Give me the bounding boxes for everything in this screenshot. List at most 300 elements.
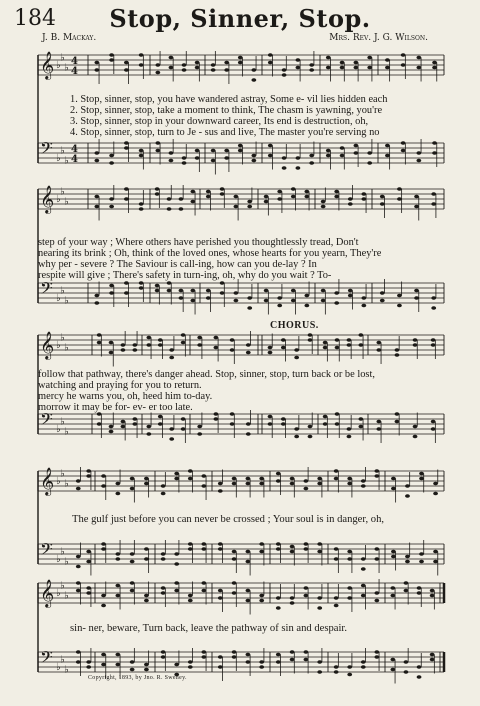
note-head: [179, 207, 184, 211]
note-head: [246, 482, 251, 486]
note-head: [317, 606, 322, 610]
flat-sign: ♭: [60, 468, 65, 480]
verse-2-line-3: watching and praying for you to return.: [38, 380, 202, 391]
note-head: [433, 550, 438, 554]
note-head: [340, 146, 345, 150]
note-head: [367, 161, 372, 165]
note-head: [121, 348, 126, 352]
note-head: [224, 156, 229, 160]
flat-sign: ♭: [56, 340, 61, 351]
note-head: [169, 437, 174, 441]
note-head: [413, 435, 418, 439]
note-head: [158, 338, 163, 342]
verse-4-line-2: respite will give ; There's safety in turn-ing, oh, why do you wait ? To-: [38, 270, 332, 281]
note-head: [232, 650, 237, 654]
note-head: [317, 542, 322, 546]
note-head: [405, 484, 410, 488]
note-head: [390, 668, 395, 672]
note-head: [317, 670, 322, 674]
note-head: [109, 291, 114, 295]
note-head: [304, 487, 309, 491]
note-head: [404, 660, 409, 664]
note-head: [115, 594, 120, 598]
note-head: [238, 56, 243, 60]
verse-4-line-1: 4. Stop, sinner, stop, turn to Je - sus and live, The master you're serving no: [70, 127, 380, 138]
note-head: [432, 141, 437, 145]
note-head: [419, 477, 424, 481]
note-head: [76, 589, 81, 593]
note-head: [374, 591, 379, 595]
note-head: [94, 159, 99, 163]
note-head: [179, 296, 184, 300]
time-signature: 4: [71, 154, 78, 165]
treble-clef: 𝄞: [40, 185, 55, 213]
note-head: [367, 66, 372, 70]
note-head: [432, 61, 437, 65]
time-signature: 4: [71, 56, 78, 67]
note-head: [419, 560, 424, 564]
note-head: [224, 68, 229, 72]
note-head: [276, 547, 281, 551]
note-head: [390, 594, 395, 598]
note-head: [76, 581, 81, 585]
note-head: [290, 601, 295, 605]
note-head: [206, 190, 211, 194]
bass-clef: 𝄢: [40, 647, 53, 671]
note-head: [308, 333, 313, 337]
note-head: [354, 61, 359, 65]
note-head: [431, 202, 436, 206]
note-head: [86, 591, 91, 595]
flat-sign: ♭: [60, 416, 65, 428]
note-head: [334, 195, 339, 199]
note-head: [417, 675, 422, 679]
note-head: [169, 348, 174, 352]
note-head: [169, 356, 174, 360]
note-head: [158, 343, 163, 347]
note-head: [188, 477, 193, 481]
note-head: [433, 492, 438, 496]
note-head: [276, 606, 281, 610]
note-head: [158, 415, 163, 419]
note-head: [259, 542, 264, 546]
note-head: [195, 66, 200, 70]
note-head: [385, 58, 390, 62]
note-head: [326, 56, 331, 60]
note-head: [361, 665, 366, 669]
note-head: [179, 289, 184, 293]
note-head: [395, 353, 400, 357]
note-head: [358, 417, 363, 421]
note-head: [146, 432, 151, 436]
note-head: [232, 557, 237, 561]
note-head: [94, 301, 99, 305]
note-head: [405, 494, 410, 498]
note-head: [334, 469, 339, 473]
note-head: [417, 665, 422, 669]
note-head: [296, 166, 301, 170]
note-head: [323, 341, 328, 345]
note-head: [419, 552, 424, 556]
note-head: [374, 557, 379, 561]
flat-sign: ♭: [56, 662, 61, 673]
note-head: [416, 159, 421, 163]
note-head: [385, 144, 390, 148]
note-head: [354, 144, 359, 148]
flat-sign: ♭: [56, 554, 61, 565]
note-head: [155, 149, 160, 153]
note-head: [101, 484, 106, 488]
note-head: [220, 291, 225, 295]
note-head: [124, 146, 129, 150]
note-head: [161, 492, 166, 496]
note-head: [361, 304, 366, 308]
note-head: [218, 655, 223, 659]
note-head: [431, 420, 436, 424]
note-head: [161, 591, 166, 595]
note-head: [124, 187, 129, 191]
flat-sign: ♭: [64, 664, 69, 676]
note-head: [238, 149, 243, 153]
note-head: [347, 343, 352, 347]
note-head: [218, 547, 223, 551]
note-head: [218, 542, 223, 546]
note-head: [197, 336, 202, 340]
note-head: [130, 581, 135, 585]
note-head: [397, 294, 402, 298]
note-head: [290, 650, 295, 654]
note-head: [251, 78, 256, 82]
note-head: [417, 591, 422, 595]
note-head: [276, 472, 281, 476]
flat-sign: ♭: [56, 60, 61, 71]
note-head: [115, 663, 120, 667]
note-head: [97, 422, 102, 426]
note-head: [76, 555, 81, 559]
note-head: [374, 650, 379, 654]
note-head: [430, 658, 435, 662]
note-head: [291, 187, 296, 191]
note-head: [277, 190, 282, 194]
note-head: [246, 351, 251, 355]
note-head: [124, 141, 129, 145]
note-head: [94, 61, 99, 65]
note-head: [259, 482, 264, 486]
note-head: [155, 192, 160, 196]
note-head: [308, 425, 313, 429]
note-head: [335, 412, 340, 416]
note-head: [259, 599, 264, 603]
note-head: [340, 154, 345, 158]
note-head: [246, 422, 251, 426]
note-head: [132, 343, 137, 347]
note-head: [220, 187, 225, 191]
note-head: [121, 425, 126, 429]
note-head: [413, 343, 418, 347]
flat-sign: ♭: [64, 556, 69, 568]
note-head: [417, 586, 422, 590]
note-head: [268, 144, 273, 148]
note-head: [321, 299, 326, 303]
note-head: [182, 156, 187, 160]
note-head: [174, 589, 179, 593]
note-head: [308, 435, 313, 439]
note-head: [390, 658, 395, 662]
note-head: [109, 154, 114, 158]
note-head: [201, 474, 206, 478]
note-head: [304, 658, 309, 662]
verse-1-line-3: follow that pathway, there's danger ahead. Stop, sinner, stop, turn back or be lost,: [38, 369, 375, 380]
note-head: [206, 289, 211, 293]
note-head: [214, 346, 219, 350]
note-head: [101, 474, 106, 478]
note-head: [376, 420, 381, 424]
note-head: [124, 61, 129, 65]
note-head: [374, 547, 379, 551]
note-head: [361, 567, 366, 571]
note-head: [380, 195, 385, 199]
note-head: [86, 560, 91, 564]
note-head: [358, 425, 363, 429]
note-head: [259, 477, 264, 481]
note-head: [276, 542, 281, 546]
note-head: [414, 195, 419, 199]
note-head: [188, 547, 193, 551]
note-head: [431, 338, 436, 342]
note-head: [201, 547, 206, 551]
note-head: [397, 304, 402, 308]
note-head: [304, 479, 309, 483]
note-head: [309, 63, 314, 67]
note-head: [416, 151, 421, 155]
note-head: [94, 195, 99, 199]
note-head: [94, 205, 99, 209]
flat-sign: ♭: [60, 145, 65, 157]
note-head: [334, 670, 339, 674]
note-head: [321, 200, 326, 204]
note-head: [109, 197, 114, 201]
note-head: [86, 469, 91, 473]
treble-clef: 𝄞: [40, 467, 55, 495]
note-head: [139, 286, 144, 290]
note-head: [430, 653, 435, 657]
note-head: [201, 484, 206, 488]
page-number: 184: [14, 6, 56, 31]
note-head: [268, 61, 273, 65]
note-head: [155, 284, 160, 288]
note-head: [155, 289, 160, 293]
note-head: [354, 151, 359, 155]
note-head: [182, 68, 187, 72]
note-head: [146, 343, 151, 347]
note-head: [139, 154, 144, 158]
note-head: [224, 149, 229, 153]
note-head: [101, 663, 106, 667]
note-head: [144, 477, 149, 481]
note-head: [161, 650, 166, 654]
note-head: [167, 197, 172, 201]
note-head: [201, 581, 206, 585]
note-head: [181, 417, 186, 421]
note-head: [277, 304, 282, 308]
note-head: [405, 555, 410, 559]
flat-sign: ♭: [60, 186, 65, 198]
note-head: [308, 338, 313, 342]
chorus-line-1: The gulf just before you can never be crossed ; Your soul is in danger, oh,: [72, 514, 385, 525]
note-head: [161, 552, 166, 556]
note-head: [101, 653, 106, 657]
note-head: [347, 557, 352, 561]
note-head: [155, 141, 160, 145]
note-head: [139, 63, 144, 67]
note-head: [247, 296, 252, 300]
note-head: [430, 589, 435, 593]
note-head: [401, 63, 406, 67]
note-head: [86, 474, 91, 478]
note-head: [155, 71, 160, 75]
note-head: [76, 660, 81, 664]
note-head: [109, 425, 114, 429]
note-head: [391, 550, 396, 554]
note-head: [232, 550, 237, 554]
note-head: [326, 66, 331, 70]
flat-sign: ♭: [60, 654, 65, 666]
note-head: [361, 594, 366, 598]
note-head: [139, 149, 144, 153]
note-head: [277, 197, 282, 201]
flat-sign: ♭: [64, 62, 69, 74]
note-head: [144, 482, 149, 486]
note-head: [97, 333, 102, 337]
flat-sign: ♭: [56, 476, 61, 487]
note-head: [348, 202, 353, 206]
note-head: [220, 192, 225, 196]
note-head: [201, 655, 206, 659]
note-head: [211, 63, 216, 67]
note-head: [367, 151, 372, 155]
note-head: [76, 650, 81, 654]
note-head: [390, 586, 395, 590]
flat-sign: ♭: [56, 588, 61, 599]
note-head: [401, 149, 406, 153]
note-head: [109, 430, 114, 434]
note-head: [361, 484, 366, 488]
flat-sign: ♭: [60, 332, 65, 344]
note-head: [294, 356, 299, 360]
note-head: [358, 343, 363, 347]
note-head: [416, 56, 421, 60]
note-head: [326, 149, 331, 153]
note-head: [115, 492, 120, 496]
treble-clef: 𝄞: [40, 51, 55, 79]
note-head: [181, 427, 186, 431]
note-head: [290, 596, 295, 600]
note-head: [334, 604, 339, 608]
flat-sign: ♭: [64, 342, 69, 354]
note-head: [347, 596, 352, 600]
note-head: [334, 547, 339, 551]
note-head: [361, 197, 366, 201]
note-head: [304, 542, 309, 546]
note-head: [211, 68, 216, 72]
note-head: [317, 550, 322, 554]
note-head: [201, 589, 206, 593]
note-head: [195, 61, 200, 65]
note-head: [334, 557, 339, 561]
flat-sign: ♭: [56, 293, 61, 304]
note-head: [161, 484, 166, 488]
note-head: [430, 594, 435, 598]
note-head: [246, 599, 251, 603]
note-head: [246, 343, 251, 347]
note-head: [214, 412, 219, 416]
flat-sign: ♭: [60, 285, 65, 297]
note-head: [361, 479, 366, 483]
note-head: [282, 73, 287, 77]
note-head: [296, 66, 301, 70]
note-head: [380, 202, 385, 206]
note-head: [161, 557, 166, 561]
note-head: [190, 289, 195, 293]
note-head: [76, 487, 81, 491]
note-head: [323, 415, 328, 419]
note-head: [294, 427, 299, 431]
note-head: [182, 63, 187, 67]
flat-sign: ♭: [56, 194, 61, 205]
composer-credit: J. B. Mackay.: [42, 33, 97, 43]
note-head: [374, 474, 379, 478]
note-head: [234, 205, 239, 209]
note-head: [282, 68, 287, 72]
note-head: [130, 668, 135, 672]
note-head: [181, 341, 186, 345]
note-head: [334, 190, 339, 194]
note-head: [246, 660, 251, 664]
verse-1-line-2: step of your way ; Where others have perished you thoughtlessly tread, Don't: [38, 237, 359, 248]
note-head: [290, 482, 295, 486]
note-head: [395, 412, 400, 416]
note-head: [401, 53, 406, 57]
note-head: [374, 655, 379, 659]
note-head: [321, 289, 326, 293]
note-head: [246, 432, 251, 436]
note-head: [304, 294, 309, 298]
note-head: [294, 435, 299, 439]
note-head: [281, 338, 286, 342]
note-head: [246, 653, 251, 657]
note-head: [144, 557, 149, 561]
note-head: [348, 289, 353, 293]
note-head: [234, 195, 239, 199]
note-head: [431, 306, 436, 310]
note-head: [195, 149, 200, 153]
note-head: [224, 61, 229, 65]
note-head: [416, 66, 421, 70]
note-head: [155, 187, 160, 191]
note-head: [347, 586, 352, 590]
note-head: [247, 200, 252, 204]
note-head: [214, 336, 219, 340]
note-head: [309, 154, 314, 158]
note-head: [115, 557, 120, 561]
note-head: [268, 53, 273, 57]
note-head: [190, 190, 195, 194]
note-head: [97, 341, 102, 345]
note-head: [334, 665, 339, 669]
note-head: [380, 299, 385, 303]
note-head: [201, 542, 206, 546]
note-head: [334, 477, 339, 481]
